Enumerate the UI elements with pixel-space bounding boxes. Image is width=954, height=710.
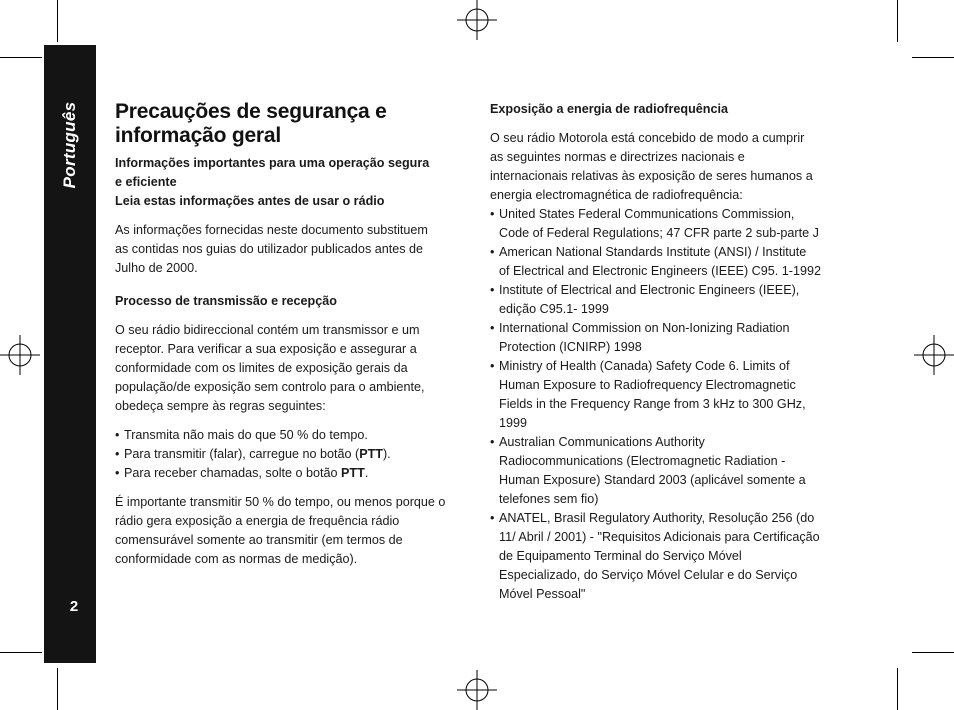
standards-list bbox=[490, 205, 842, 604]
list-item-text: de Equipamento Terminal do Serviço Móvel bbox=[499, 549, 742, 563]
list-item bbox=[490, 205, 842, 243]
transmission-paragraph bbox=[115, 321, 467, 416]
text-line: as seguintes normas e directrizes nacionais e bbox=[490, 150, 745, 164]
page-title-line: informação geral bbox=[115, 124, 282, 147]
list-item bbox=[115, 445, 467, 464]
list-item-text: Para receber chamadas, solte o botão bbox=[124, 466, 342, 480]
list-item bbox=[115, 464, 467, 483]
rf-intro-paragraph bbox=[490, 129, 842, 205]
text-line: energia electromagnética de radiofrequência: bbox=[490, 188, 743, 202]
text-line: conformidade com as normas de medição). bbox=[115, 552, 358, 566]
list-item-text: Human Exposure to Radiofrequency Electromagnetic bbox=[499, 378, 796, 392]
text-line: população/de exposição sem controlo para o ambiente, bbox=[115, 380, 425, 394]
text-line: As informações fornecidas neste documento substituem bbox=[115, 223, 428, 237]
list-item-text: Para transmitir (falar), carregue no botão ( bbox=[124, 447, 360, 461]
list-item-text: Protection (ICNIRP) 1998 bbox=[499, 340, 642, 354]
text-line: O seu rádio Motorola está concebido de modo a cumprir bbox=[490, 131, 805, 145]
crop-mark bbox=[57, 668, 58, 710]
crop-mark bbox=[0, 652, 42, 653]
list-item-text: Transmita não mais do que 50 % do tempo. bbox=[124, 428, 368, 442]
page-title-line: Precauções de segurança e bbox=[115, 100, 387, 123]
list-item-text: American National Standards Institute (ANSI) / Institute bbox=[499, 245, 807, 259]
list-item-text: 11/ Abril / 2001) - "Requisitos Adicionais para Certificação bbox=[499, 530, 820, 544]
list-item-text: Fields in the Frequency Range from 3 kHz to 300 GHz, bbox=[499, 397, 806, 411]
language-label: Português bbox=[60, 101, 79, 189]
text-line: receptor. Para verificar a sua exposição e assegurar a bbox=[115, 342, 417, 356]
list-item-text: Australian Communications Authority bbox=[499, 435, 705, 449]
transmission-rules-list bbox=[115, 426, 467, 483]
text-line: obedeça sempre às regras seguintes: bbox=[115, 399, 326, 413]
list-item-text: ). bbox=[382, 447, 391, 461]
text-line: O seu rádio bidireccional contém um transmissor e um bbox=[115, 323, 420, 337]
list-item-text: . bbox=[364, 466, 369, 480]
text-line: as contidas nos guias do utilizador publicados antes de bbox=[115, 242, 424, 256]
section-heading-transmission: Processo de transmissão e recepção bbox=[115, 294, 337, 308]
list-item-text: Ministry of Health (Canada) Safety Code 6. Limits of bbox=[499, 359, 790, 373]
list-item-text: ANATEL, Brasil Regulatory Authority, Resolução 256 (do bbox=[499, 511, 815, 525]
text-line: comensurável somente ao transmitir (em termos de bbox=[115, 533, 403, 547]
text-line: É importante transmitir 50 % do tempo, ou menos porque o bbox=[115, 495, 446, 509]
crop-mark bbox=[57, 0, 58, 42]
list-item-text: Code of Federal Regulations; 47 CFR parte 2 sub-parte J bbox=[499, 226, 819, 240]
list-item bbox=[490, 509, 842, 604]
right-column bbox=[490, 100, 842, 604]
registration-mark-left bbox=[0, 335, 40, 375]
list-item bbox=[490, 357, 842, 433]
list-item-text: Especializado, do Serviço Móvel Celular e do Serviço bbox=[499, 568, 798, 582]
list-item-text: Human Exposure) Standard 2003 (aplicável somente a bbox=[499, 473, 806, 487]
subheading-line: e eficiente bbox=[115, 175, 177, 189]
text-line: internacionais relativas às exposição de seres humanos a bbox=[490, 169, 813, 183]
list-item-text: Móvel Pessoal" bbox=[499, 587, 586, 601]
list-item bbox=[115, 426, 467, 445]
list-item-text: United States Federal Communications Commission, bbox=[499, 207, 795, 221]
registration-mark-bottom bbox=[457, 670, 497, 710]
page-number: 2 bbox=[69, 598, 79, 615]
crop-mark bbox=[912, 57, 954, 58]
list-item-text: edição C95.1- 1999 bbox=[499, 302, 609, 316]
list-item bbox=[490, 319, 842, 357]
list-item-text: International Commission on Non-Ionizing Radiation bbox=[499, 321, 790, 335]
list-item-text: Radiocommunications (Electromagnetic Radiation - bbox=[499, 454, 786, 468]
list-item-text: telefones sem fio) bbox=[499, 492, 599, 506]
text-line: conformidade com os limites de exposição gerais da bbox=[115, 361, 408, 375]
intro-paragraph bbox=[115, 221, 467, 278]
list-item bbox=[490, 281, 842, 319]
registration-mark-right bbox=[914, 335, 954, 375]
left-column bbox=[115, 100, 467, 569]
list-item bbox=[490, 433, 842, 509]
section-heading-rf-exposure: Exposição a energia de radiofrequência bbox=[490, 102, 728, 116]
list-item-text: Institute of Electrical and Electronic Engineers (IEEE), bbox=[499, 283, 800, 297]
crop-mark bbox=[897, 0, 898, 42]
crop-mark bbox=[0, 57, 42, 58]
text-line: Julho de 2000. bbox=[115, 261, 198, 275]
page-title bbox=[115, 100, 467, 148]
ptt-label: PTT bbox=[341, 466, 365, 480]
subheading-safe-operation bbox=[115, 154, 467, 192]
crop-mark bbox=[912, 652, 954, 653]
closing-paragraph bbox=[115, 493, 467, 569]
list-item-text: of Electrical and Electronic Engineers (IEEE) C95. 1-1992 bbox=[499, 264, 822, 278]
list-item-text: 1999 bbox=[499, 416, 528, 430]
list-item bbox=[490, 243, 842, 281]
text-line: rádio gera exposição a energia de frequência rádio bbox=[115, 514, 400, 528]
subheading-line: Informações importantes para uma operação segura bbox=[115, 156, 430, 170]
registration-mark-top bbox=[457, 0, 497, 40]
ptt-label: PTT bbox=[359, 447, 383, 461]
crop-mark bbox=[897, 668, 898, 710]
subheading-read-before-use: Leia estas informações antes de usar o rádio bbox=[115, 194, 385, 208]
